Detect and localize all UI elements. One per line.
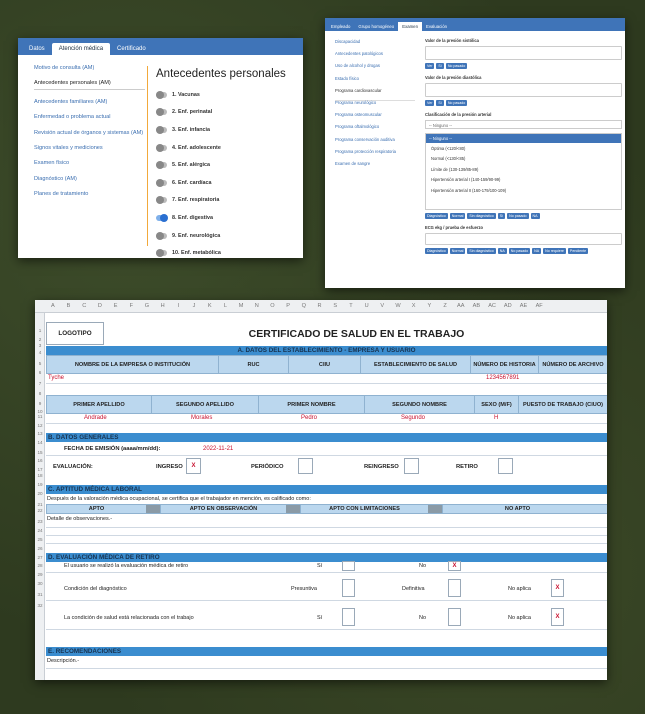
row-number[interactable]: 10 xyxy=(37,409,43,415)
tab-certificado[interactable]: Certificado xyxy=(117,46,146,52)
sidebar-menu xyxy=(335,40,415,174)
retiro-eval-label: El usuario se realizó la evaluación médica de retiro xyxy=(64,563,189,569)
toggle-switch[interactable] xyxy=(156,180,167,186)
primer-nombre-value[interactable]: Pedro xyxy=(301,415,318,421)
toggle-row[interactable] xyxy=(156,174,299,192)
apto-check[interactable] xyxy=(146,505,160,513)
action-button[interactable]: Ver xyxy=(427,64,433,68)
column-header[interactable]: Y xyxy=(427,303,432,309)
relacion-label: La condición de salud está relacionada con el trabajo xyxy=(64,615,194,621)
row-number[interactable]: 28 xyxy=(37,563,43,569)
action-button[interactable]: Normal xyxy=(451,213,464,218)
tab-bar xyxy=(18,38,303,55)
row-number[interactable]: 12 xyxy=(37,422,43,428)
antecedentes-section xyxy=(156,68,299,258)
column-header[interactable]: C xyxy=(82,303,87,309)
toggle-row[interactable] xyxy=(156,244,299,258)
action-button[interactable]: Sin diagnóstico xyxy=(469,248,494,253)
toggle-label: 2. Enf. perinatal xyxy=(172,109,213,116)
action-button[interactable]: Diagnóstico xyxy=(427,213,446,218)
section-a-bar: A. DATOS DEL ESTABLECIMIENTO - EMPRESA Y USUARIO xyxy=(46,346,607,355)
d2-noaplica-check[interactable]: X xyxy=(551,579,564,597)
menu-item[interactable]: Examen de sangre xyxy=(335,160,371,166)
gridline xyxy=(46,455,607,456)
menu-item[interactable]: Programa protección respiratoria xyxy=(335,148,396,154)
empresa-value[interactable]: Tyche xyxy=(48,375,65,381)
sidebar-menu xyxy=(18,55,145,258)
toggle-row[interactable] xyxy=(156,104,299,122)
column-header[interactable]: R xyxy=(317,303,322,309)
dropdown-option[interactable]: Óptima (<120/<80) xyxy=(431,146,466,151)
toggle-switch[interactable] xyxy=(156,162,167,168)
d3-noaplica-check[interactable]: X xyxy=(551,608,564,626)
row-number[interactable]: 4 xyxy=(38,350,42,355)
row-number[interactable]: 23 xyxy=(37,519,43,525)
column-header[interactable]: AA xyxy=(456,303,465,309)
column-header[interactable]: M xyxy=(238,303,244,309)
toggle-label: 10. Enf. metabólica xyxy=(172,250,221,257)
column-header[interactable]: G xyxy=(144,303,150,309)
row-number[interactable]: 15 xyxy=(37,450,43,456)
toggle-row[interactable] xyxy=(156,121,299,139)
column-header[interactable]: K xyxy=(207,303,212,309)
row-number[interactable]: 22 xyxy=(37,508,43,514)
column-header[interactable]: AE xyxy=(519,303,528,309)
toggle-row[interactable] xyxy=(156,209,299,227)
col-primer-nombre: PRIMER NOMBRE xyxy=(258,396,364,413)
menu-item[interactable]: Programa cardiovascular xyxy=(335,89,415,101)
toggle-switch[interactable] xyxy=(156,233,167,239)
row-number[interactable]: 31 xyxy=(37,592,43,597)
menu-item[interactable]: Signos vitales y mediciones xyxy=(34,144,103,151)
section-c-bar: C. APTITUD MÉDICA LABORAL xyxy=(46,485,607,494)
toggle-switch[interactable] xyxy=(156,127,167,133)
row-number[interactable]: 16 xyxy=(37,457,43,463)
gridline xyxy=(46,629,607,630)
toggle-row[interactable] xyxy=(156,139,299,157)
d1-si: Sí xyxy=(317,563,323,569)
menu-item[interactable]: Estado físico xyxy=(335,75,359,81)
health-certificate-sheet xyxy=(35,300,607,680)
no-apto-label: NO APTO xyxy=(442,505,592,513)
tab-grupo[interactable]: Grupo homogéneo xyxy=(358,24,395,29)
toggle-row[interactable] xyxy=(156,86,299,104)
menu-item[interactable]: Examen físico xyxy=(34,160,70,167)
action-button[interactable]: Sí xyxy=(438,101,442,105)
column-header[interactable]: Q xyxy=(301,303,307,309)
action-button[interactable]: Pendiente xyxy=(569,248,587,253)
row-number[interactable]: 7 xyxy=(38,380,42,386)
apto-obs-check[interactable] xyxy=(286,505,300,513)
evaluacion-label: EVALUACIÓN: xyxy=(53,464,93,470)
sheet-title: CERTIFICADO DE SALUD EN EL TRABAJO xyxy=(248,327,465,340)
toggle-label: 1. Vacunas xyxy=(172,91,200,98)
action-button[interactable]: No pasado xyxy=(510,248,529,253)
gridline xyxy=(46,543,607,544)
column-header[interactable]: AC xyxy=(488,303,496,309)
row-number[interactable]: 27 xyxy=(37,554,43,560)
ingreso-check[interactable]: X xyxy=(186,458,201,474)
col-sexo: SEXO (M/F) xyxy=(474,396,518,413)
column-header[interactable]: AD xyxy=(503,303,512,309)
retiro-check[interactable] xyxy=(498,458,513,474)
row-numbers xyxy=(35,313,45,680)
ingreso-label: INGRESO xyxy=(156,464,183,470)
row-number[interactable]: 32 xyxy=(37,603,43,608)
toggle-switch[interactable] xyxy=(156,109,167,115)
logo-cell: LOGOTIPO xyxy=(46,322,104,345)
col-establecimiento: ESTABLECIMIENTO DE SALUD xyxy=(360,356,470,373)
dropdown-option[interactable]: Límite de (130-139/85-89) xyxy=(431,166,479,172)
tab-examen[interactable]: Examen xyxy=(398,22,422,31)
toggle-switch[interactable] xyxy=(156,197,167,203)
presuntiva-label: Presuntiva xyxy=(291,586,317,592)
primer-apellido-value[interactable]: Andrade xyxy=(84,415,107,421)
diastolic-label: Valor de la presión diastólica xyxy=(425,75,482,80)
column-header[interactable]: V xyxy=(380,303,385,309)
row-number[interactable]: 11 xyxy=(37,413,43,419)
column-header[interactable]: S xyxy=(333,303,338,309)
toggle-row[interactable] xyxy=(156,227,299,245)
toggle-label: 8. Enf. digestiva xyxy=(172,214,214,221)
toggle-switch[interactable] xyxy=(156,250,167,256)
toggle-label: 3. Enf. infancia xyxy=(172,126,211,133)
gridline xyxy=(46,535,607,536)
tab-bar xyxy=(325,18,625,31)
apto-lim-check[interactable] xyxy=(428,505,442,513)
column-header[interactable]: A xyxy=(50,303,55,309)
column-header[interactable]: J xyxy=(192,303,196,309)
column-header[interactable]: H xyxy=(160,303,165,309)
gridline xyxy=(46,423,607,424)
systolic-label: Valor de la presión sistólica xyxy=(425,38,479,43)
classification-dropdown xyxy=(425,133,622,210)
ecg-label: ECG ekg / prueba de esfuerzo xyxy=(425,224,484,230)
toggle-label: 7. Enf. respiratoria xyxy=(172,197,220,204)
blood-pressure-form xyxy=(425,38,622,260)
tab-evaluacion[interactable]: Evaluación xyxy=(425,24,447,29)
row-number[interactable]: 5 xyxy=(38,361,42,366)
sexo-value[interactable]: H xyxy=(494,415,499,421)
apto-lim-label: APTO CON LIMITACIONES xyxy=(300,505,428,513)
gridline xyxy=(46,600,607,601)
gridline xyxy=(46,572,607,573)
section-a-header-2 xyxy=(46,395,607,414)
fecha-label: FECHA DE EMISIÓN (aaaa/mm/dd): xyxy=(64,446,161,452)
column-header[interactable]: X xyxy=(411,303,416,309)
menu-item[interactable]: Uso de alcohol y drogas xyxy=(335,63,380,69)
column-header[interactable]: AF xyxy=(535,303,543,309)
section-a-header xyxy=(46,355,607,374)
menu-item[interactable]: Antecedentes familiares (AM) xyxy=(34,98,108,105)
dropdown-selected[interactable]: -- Ninguno -- xyxy=(426,134,621,143)
col-historia: NÚMERO DE HISTORIA xyxy=(470,356,538,373)
diastolic-input[interactable] xyxy=(425,83,622,97)
dropdown-option[interactable]: Hipertensión arterial II (160-179/100-109) xyxy=(431,187,507,193)
row-number[interactable]: 21 xyxy=(37,501,43,507)
divider xyxy=(147,66,148,246)
segundo-nombre-value[interactable]: Segundo xyxy=(401,415,426,421)
menu-item[interactable]: Programa osteomuscular xyxy=(335,112,382,118)
column-header[interactable]: B xyxy=(66,303,71,309)
toggle-label: 9. Enf. neurológica xyxy=(172,232,221,239)
action-button[interactable]: Ver xyxy=(427,101,433,105)
definitiva-check[interactable] xyxy=(448,579,461,597)
row-number[interactable]: 2 xyxy=(38,336,42,342)
fecha-value[interactable]: 2022-11-21 xyxy=(203,446,234,452)
d1-si-check[interactable] xyxy=(342,561,355,571)
ecg-input[interactable] xyxy=(425,233,622,245)
action-button[interactable]: No pasado xyxy=(447,101,466,105)
retiro-label: RETIRO xyxy=(456,464,478,470)
row-number[interactable]: 19 xyxy=(37,482,43,487)
detalle-label: Detalle de observaciones.- xyxy=(47,516,113,522)
d1-no-check[interactable]: X xyxy=(448,561,461,571)
col-ciiu: CIIU xyxy=(288,356,360,373)
presuntiva-check[interactable] xyxy=(342,579,355,597)
toggle-switch[interactable] xyxy=(156,145,167,151)
row-number[interactable]: 26 xyxy=(37,545,43,551)
menu-item[interactable]: Diagnóstico (AM) xyxy=(34,175,77,182)
apto-obs-label: APTO EN OBSERVACIÓN xyxy=(160,505,286,513)
descripcion-label: Descripción.- xyxy=(47,658,80,664)
row-number[interactable]: 18 xyxy=(37,473,43,479)
d3-noaplica-label: No aplica xyxy=(508,615,531,621)
classification-label: Clasificación de la presión arterial xyxy=(425,112,492,117)
row-number[interactable]: 20 xyxy=(37,490,43,496)
exam-panel xyxy=(325,18,625,288)
apto-label: APTO xyxy=(46,505,146,513)
column-header[interactable]: W xyxy=(395,303,401,309)
menu-item[interactable]: Enfermedad o problema actual xyxy=(34,114,111,121)
row-number[interactable]: 17 xyxy=(37,466,43,472)
section-e-bar: E. RECOMENDACIONES xyxy=(46,647,607,656)
segundo-apellido-value[interactable]: Morales xyxy=(191,415,213,421)
row-number[interactable]: 3 xyxy=(38,343,42,349)
d3-si-check[interactable] xyxy=(342,608,355,626)
toggle-row[interactable] xyxy=(156,192,299,210)
column-header[interactable]: I xyxy=(177,303,180,309)
column-header[interactable]: N xyxy=(254,303,259,309)
column-header[interactable]: D xyxy=(97,303,102,309)
row-number[interactable]: 13 xyxy=(37,431,43,437)
action-button[interactable]: Diagnóstico xyxy=(427,248,446,253)
reingreso-check[interactable] xyxy=(404,458,419,474)
row-number[interactable]: 6 xyxy=(38,369,42,375)
classification-select[interactable]: -- Ninguno -- xyxy=(425,120,622,129)
d2-noaplica-label: No aplica xyxy=(508,586,531,592)
action-button[interactable]: NA xyxy=(532,213,538,218)
action-button[interactable]: Sí xyxy=(438,64,442,68)
menu-item[interactable]: Motivo de consulta (AM) xyxy=(34,65,95,71)
action-button[interactable]: NA xyxy=(534,248,540,253)
reingreso-label: REINGRESO xyxy=(364,464,399,470)
d3-no-check[interactable] xyxy=(448,608,461,626)
action-button[interactable]: Sin diagnóstico xyxy=(469,213,494,218)
column-header[interactable]: E xyxy=(113,303,118,309)
row-number[interactable]: 14 xyxy=(37,440,43,446)
d3-no: No xyxy=(419,615,427,621)
row-number[interactable]: 25 xyxy=(37,537,43,542)
column-header[interactable]: O xyxy=(270,303,275,309)
col-puesto: PUESTO DE TRABAJO (CIUO) xyxy=(518,396,607,413)
definitiva-label: Definitiva xyxy=(402,586,425,592)
menu-item[interactable]: Revisión actual de órganos y sistemas (AM) xyxy=(34,129,144,136)
toggle-switch[interactable] xyxy=(156,215,167,221)
section-d-bar: D. EVALUACIÓN MÉDICA DE RETIRO xyxy=(46,553,607,562)
section-title: Antecedentes personales xyxy=(156,68,286,80)
toggle-label: 6. Enf. cardíaca xyxy=(172,179,212,186)
col-empresa: NOMBRE DE LA EMPRESA O INSTITUCIÓN xyxy=(46,356,218,373)
section-b-bar: B. DATOS GENERALES xyxy=(46,433,607,442)
col-archivo: NÚMERO DE ARCHIVO xyxy=(538,356,607,373)
col-segundo-nombre: SEGUNDO NOMBRE xyxy=(364,396,474,413)
action-button[interactable]: Normal xyxy=(451,248,464,253)
menu-item[interactable]: Planes de tratamiento xyxy=(34,191,89,197)
menu-item[interactable]: Programa oftalmológico xyxy=(335,124,380,130)
dropdown-blank xyxy=(426,195,621,209)
d1-no: No xyxy=(419,563,427,569)
column-header[interactable]: T xyxy=(349,303,353,309)
toggle-row[interactable] xyxy=(156,156,299,174)
row-number[interactable]: 1 xyxy=(38,328,42,333)
toggle-label: 5. Enf. alérgica xyxy=(172,162,211,169)
aptitud-header xyxy=(46,504,607,514)
dropdown-option[interactable]: Normal (<130/<85) xyxy=(431,156,466,162)
action-button[interactable]: NA xyxy=(499,248,505,253)
d3-si: Sí xyxy=(317,615,323,621)
col-ruc: RUC xyxy=(218,356,288,373)
sheet-body xyxy=(46,313,607,680)
column-header[interactable]: U xyxy=(364,303,369,309)
medical-care-panel xyxy=(18,38,303,258)
column-header[interactable]: Z xyxy=(443,303,447,309)
row-number[interactable]: 8 xyxy=(38,390,42,396)
column-header[interactable]: L xyxy=(223,303,227,309)
menu-item-selected[interactable]: Antecedentes personales (AM) xyxy=(34,80,145,90)
column-header[interactable]: F xyxy=(129,303,133,309)
gridline xyxy=(46,383,607,384)
row-number[interactable]: 29 xyxy=(37,572,43,578)
gridline xyxy=(46,527,607,528)
periodico-check[interactable] xyxy=(298,458,313,474)
aptitud-text: Después de la valoración médica ocupacional, se certifica que el trabajador en mención, es calificado como: xyxy=(47,496,311,502)
row-number[interactable]: 30 xyxy=(37,581,43,586)
row-number[interactable]: 9 xyxy=(38,400,42,406)
col-segundo-apellido: SEGUNDO APELLIDO xyxy=(151,396,258,413)
toggle-label: 4. Enf. adolescente xyxy=(172,144,221,151)
column-headers xyxy=(35,300,607,313)
condicion-label: Condición del diagnóstico xyxy=(64,586,127,592)
menu-item[interactable]: Discapacidad xyxy=(335,39,361,44)
action-button[interactable]: No pasado xyxy=(509,213,527,218)
gridline xyxy=(46,668,607,669)
tab-datos[interactable]: Datos xyxy=(29,46,45,52)
historia-value[interactable]: 1234567891 xyxy=(486,375,520,381)
row-number[interactable]: 24 xyxy=(37,528,43,534)
periodico-label: PERIÓDICO xyxy=(251,464,284,470)
menu-item[interactable]: Antecedentes patológicos xyxy=(335,51,383,57)
action-button[interactable]: Sí xyxy=(499,213,504,218)
systolic-input[interactable] xyxy=(425,46,622,60)
tab-empleado[interactable]: Empleado xyxy=(331,24,351,29)
menu-item[interactable]: Programa neurológico xyxy=(335,99,377,105)
tab-atencion-medica[interactable]: Atención médica xyxy=(52,43,110,55)
col-primer-apellido: PRIMER APELLIDO xyxy=(46,396,151,413)
column-header[interactable]: AB xyxy=(472,303,481,309)
dropdown-option[interactable]: Hipertensión arterial I (140-159/90-99) xyxy=(431,177,501,183)
toggle-switch[interactable] xyxy=(156,92,167,98)
column-header[interactable]: P xyxy=(286,303,291,309)
menu-item[interactable]: Programa conservación auditiva xyxy=(335,136,395,142)
action-button[interactable]: No pasado xyxy=(447,64,466,68)
action-button[interactable]: No requiere xyxy=(545,248,564,253)
